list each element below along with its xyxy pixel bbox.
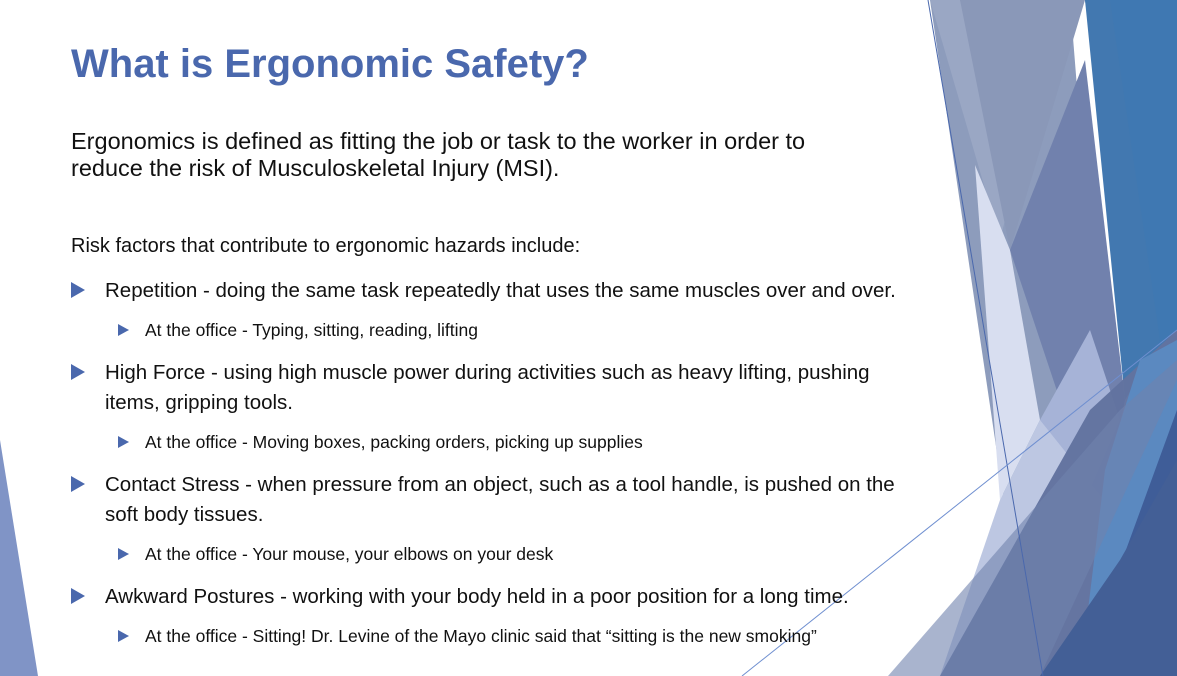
triangle-right-icon: [118, 436, 129, 448]
risk-factor-text: Awkward Postures - working with your body held in a poor position for a long time.: [105, 585, 849, 608]
triangle-right-icon: [118, 548, 129, 560]
risk-factor-text: Repetition - doing the same task repeatedly that uses the same muscles over and over.: [105, 279, 896, 302]
example-text: At the office - Sitting! Dr. Levine of the Mayo clinic said that “sitting is the new smoking”: [145, 626, 817, 646]
example-text: At the office - Moving boxes, packing orders, picking up supplies: [145, 432, 643, 452]
triangle-right-icon: [118, 630, 129, 642]
example-text: At the office - Typing, sitting, reading, lifting: [145, 320, 479, 340]
risk-factor-text: High Force - using high muscle power during activities such as heavy lifting, pushing items, gripping tools.: [105, 361, 870, 414]
risk-factors-intro: Risk factors that contribute to ergonomic hazards include:: [71, 235, 581, 257]
triangle-right-icon: [71, 476, 85, 492]
triangle-right-icon: [71, 282, 85, 298]
example-text: At the office - Your mouse, your elbows on your desk: [145, 544, 554, 564]
triangle-right-icon: [71, 364, 85, 380]
triangle-right-icon: [71, 588, 85, 604]
risk-factor-text: Contact Stress - when pressure from an object, such as a tool handle, is pushed on the soft body tissues.: [105, 473, 895, 526]
ergonomics-definition: Ergonomics is defined as fitting the job or task to the worker in order to reduce the risk of Musculoskeletal Injury (MSI).: [71, 128, 806, 181]
triangle-right-icon: [118, 324, 129, 336]
slide-title: What is Ergonomic Safety?: [71, 42, 589, 86]
